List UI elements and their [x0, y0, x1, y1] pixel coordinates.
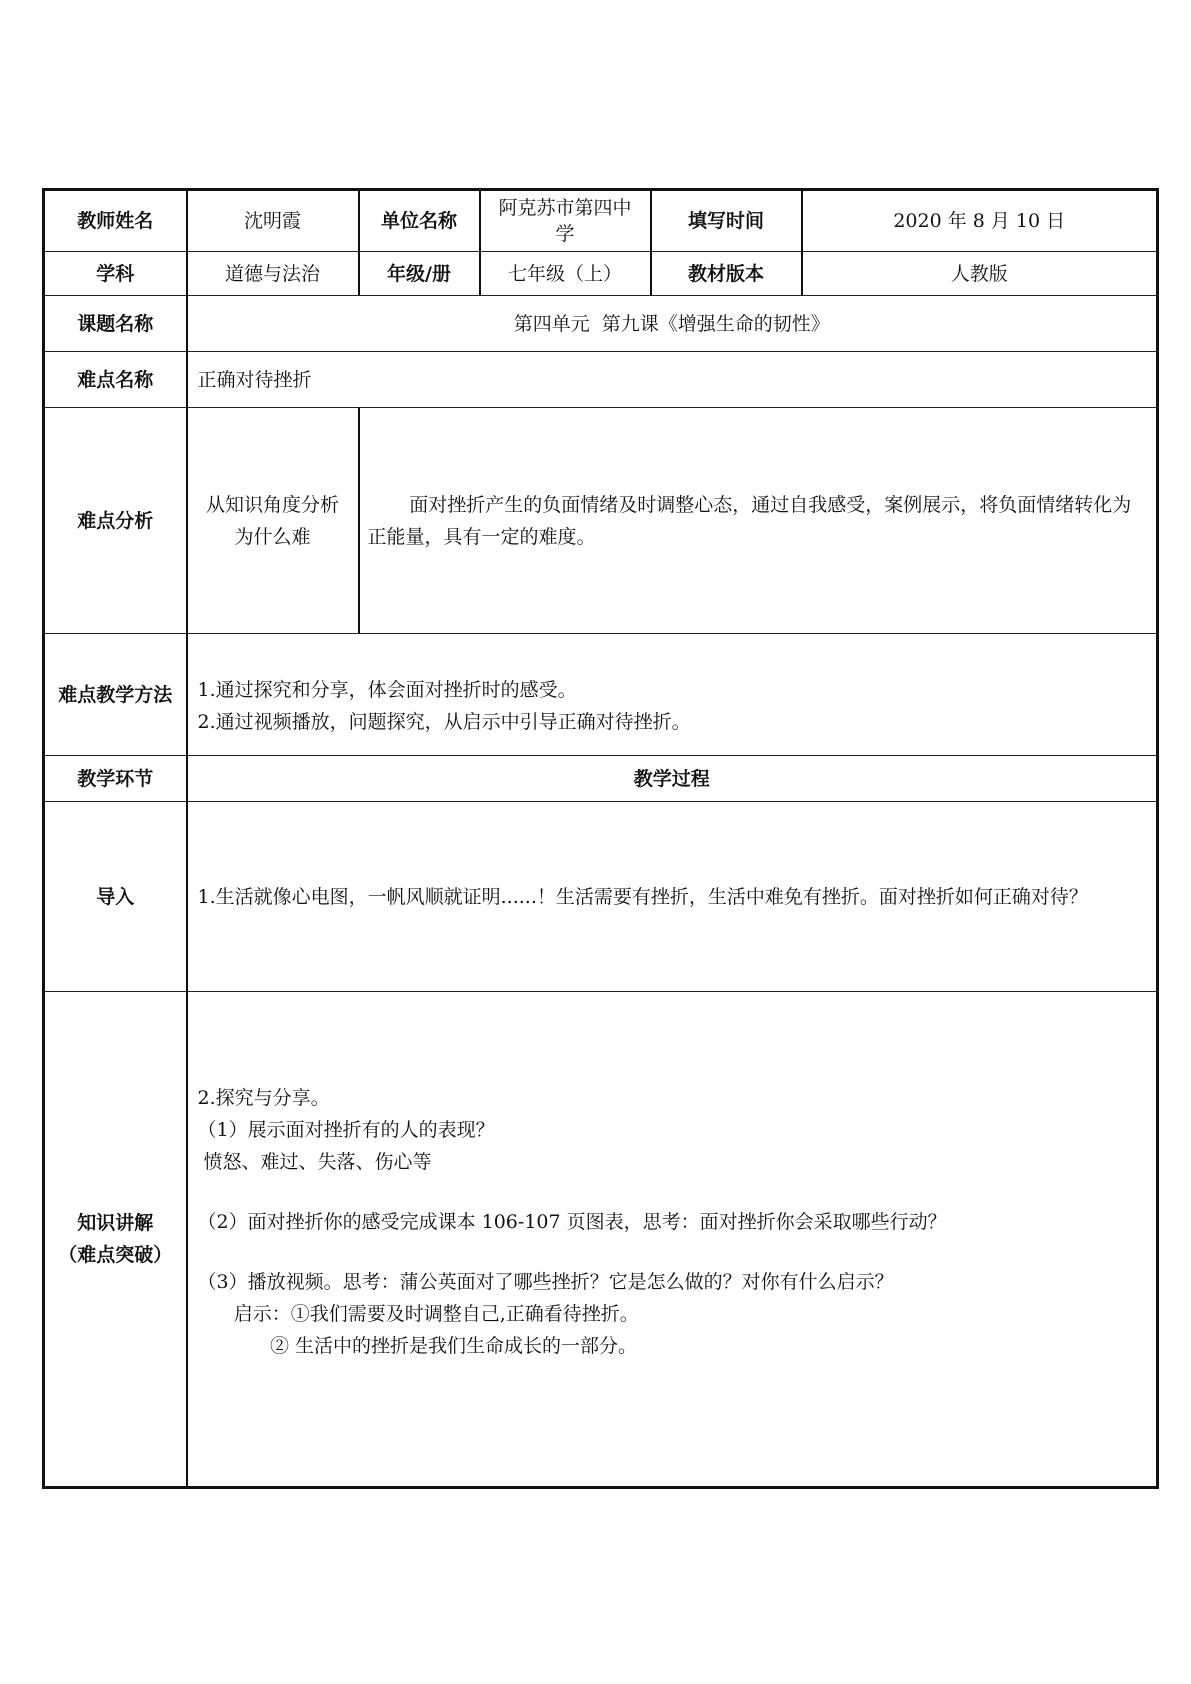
knowledge-line: 愤怒、难过、失落、伤心等 [197, 1151, 432, 1173]
knowledge-label-cell [44, 992, 187, 1488]
grade-value: 七年级（上） [480, 252, 651, 296]
subject-label: 学科 [44, 252, 187, 296]
knowledge-line: （3）播放视频。思考：蒲公英面对了哪些挫折？它是怎么做的？对你有什么启示？ [197, 1271, 894, 1293]
topic-row [44, 296, 1158, 352]
teacher-name: 沈明霞 [187, 190, 359, 252]
difficulty-row [44, 352, 1158, 408]
stage-label: 教学环节 [44, 756, 187, 802]
process-header-row [44, 756, 1158, 802]
knowledge-line: 启示：①我们需要及时调整自己,正确看待挫折。 [197, 1303, 639, 1325]
subject-value: 道德与法治 [187, 252, 359, 296]
method-item: 1.通过探究和分享，体会面对挫折时的感受。 [197, 678, 577, 701]
difficulty-label: 难点名称 [44, 352, 187, 408]
lesson-plan-table [42, 188, 1159, 1489]
knowledge-line: （2）面对挫折你的感受完成课本 106-107 页图表，思考：面对挫折你会采取哪些行动？ [197, 1211, 947, 1233]
intro-text: 1.生活就像心电图，一帆风顺就证明......！生活需要有挫折，生活中难免有挫折。面对挫折如何正确对待？ [187, 802, 1158, 992]
analysis-label: 难点分析 [44, 408, 187, 634]
method-label: 难点教学方法 [44, 634, 187, 756]
intro-label: 导入 [44, 802, 187, 992]
spacer [198, 1178, 1147, 1206]
intro-row [44, 802, 1158, 992]
date-label: 填写时间 [651, 190, 802, 252]
analysis-row [44, 408, 1158, 634]
knowledge-row [44, 992, 1158, 1488]
grade-label: 年级/册 [359, 252, 480, 296]
topic-value: 第四单元 第九课《增强生命的韧性》 [187, 296, 1158, 352]
analysis-text: 面对挫折产生的负面情绪及时调整心态，通过自我感受，案例展示，将负面情绪转化为正能量，具有一定的难度。 [367, 493, 1132, 548]
edition-value: 人教版 [802, 252, 1158, 296]
topic-label: 课题名称 [44, 296, 187, 352]
knowledge-label: 知识讲解 [77, 1212, 154, 1234]
header-row-1 [44, 190, 1158, 252]
process-label: 教学过程 [187, 756, 1158, 802]
spacer [198, 1238, 1147, 1266]
header-row-2 [44, 252, 1158, 296]
analysis-text-cell [359, 408, 1158, 634]
teacher-label: 教师姓名 [44, 190, 187, 252]
knowledge-line: （1）展示面对挫折有的人的表现？ [197, 1119, 495, 1141]
difficulty-value: 正确对待挫折 [187, 352, 1158, 408]
knowledge-line: ② 生活中的挫折是我们生命成长的一部分。 [197, 1335, 638, 1357]
method-row [44, 634, 1158, 756]
knowledge-sub-label: （难点突破） [58, 1244, 173, 1266]
edition-label: 教材版本 [651, 252, 802, 296]
knowledge-line: 2.探究与分享。 [197, 1087, 330, 1109]
method-content [187, 634, 1158, 756]
knowledge-content [187, 992, 1158, 1488]
unit-label: 单位名称 [359, 190, 480, 252]
analysis-sub-label: 从知识角度分析为什么难 [187, 408, 359, 634]
method-item: 2.通过视频播放，问题探究，从启示中引导正确对待挫折。 [197, 710, 691, 733]
date-value: 2020 年 8 月 10 日 [802, 190, 1158, 252]
unit-name: 阿克苏市第四中学 [480, 190, 651, 252]
